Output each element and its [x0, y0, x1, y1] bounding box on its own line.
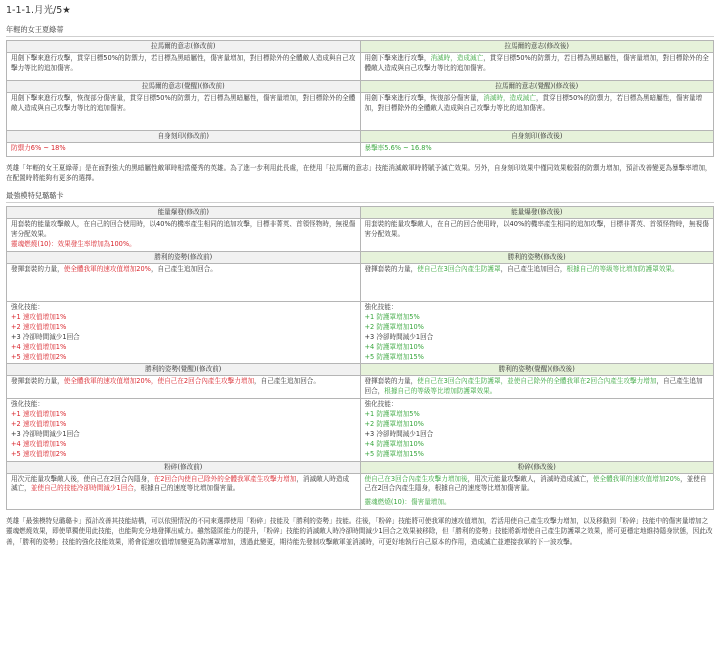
cell-after: 用劍下擊來進行攻擊，恢復部分傷害量，消滅時，造成減亡，貫穿目標50%的防禦力，若目標為黑暗屬性，傷害量增加，對目標除外的全體敵人造成與自己攻擊力等比的追加傷害。: [360, 93, 714, 131]
charlotte-paragraph: 英雄「年輕的女王夏綠蒂」是在面對強大的黑暗屬性敵軍時相當優秀的英雄。為了進一步利用此長處，在使用「拉馬爾的意志」技能消滅敵軍時將賦予滅亡效果。另外，自身刻印效果中僅同效果較弱的防禦力增加，預計改善變更為暴擊率增加，在配置時將能夠有更多的選擇。: [6, 164, 712, 183]
luluca-paragraph: 英雄「最強模特兒璐璐卡」預計改善其技能結構，可以依照情況的不同來選擇使用「粉碎」技能及「勝利的姿勢」技能。往後，「粉碎」技能將可使我軍的速攻值增加，若活用使自己產生攻擊力增加，以及移動到「粉碎」技能中的傷害量增加之靈魂燃燒效果，即使單獨使用此技能，也能夠充分地發揮出威力。雖然隱匿能力的提升，「粉碎」技能的消滅敵人時冷卻時間減少1回合之效果被移除，但「勝利的姿勢」技能將新增使自己產生防護罩之效果，將可更穩定地維持隱身狀態，因此改善，「勝利的姿勢」技能的強化技能效果，將會從速攻值增加變更為防護罩增加，透過此變更，期待能先發制攻擊敵軍並消滅時，可更好地執行自己原本的作用，造成滅亡並連接我軍的下一波攻擊。: [6, 517, 713, 546]
enhance-item: +5 防護罩增加15%: [364, 352, 424, 361]
enhance-item: +5 速攻值增加2%: [11, 352, 67, 361]
cell-after: 發揮套裝的力量，使自己在3回合內產生防護罩，自己產生追加回合，根據自己的等級等比增加防護罩效果。: [360, 264, 714, 302]
enhance-item: +4 速攻值增加1%: [11, 342, 67, 351]
enhance-item: +2 防護罩增加10%: [364, 420, 424, 429]
cell-after: 發揮套裝的力量，使自己在3回合內產生防護罩，並使自己除外的全體我軍在2回合內產生攻擊力增加，自己產生追加回合，根據自己的等級等比增加防護罩效果。: [360, 376, 714, 399]
cell-head: 勝利的姿勢(修改後): [360, 252, 714, 264]
cell-head: 自身刻印(修改前): [7, 131, 361, 143]
enhance-item: +3 冷卻時間減少1回合: [364, 429, 434, 438]
cell-head: 粉碎(修改前): [7, 461, 361, 473]
enhance-item: +1 防護罩增加5%: [364, 410, 420, 419]
enhance-item: +3 冷卻時間減少1回合: [11, 332, 80, 341]
cell-after: 用劍下擊來進行攻擊，消滅時，造成減亡，貫穿目標50%的防禦力，若目標為黑暗屬性，傷害量增加，對目標除外的全體敵人造成與自己攻擊力等比的追加傷害。: [360, 53, 714, 81]
cell-head: 拉馬爾的意志(覺醒)(修改前): [7, 81, 361, 93]
enhance-item: +1 防護罩增加5%: [364, 313, 420, 321]
cell-head: 拉馬爾的意志(覺醒)(修改後): [360, 81, 714, 93]
page-title: 1-1-1.月光/5★: [6, 5, 71, 16]
enhance-item: +4 速攻值增加1%: [11, 439, 67, 448]
cell-before: 發揮套裝的力量，使全體我軍的速攻值增加20%，使自己在2回合內產生攻擊力增加，自己產生追加回合。: [7, 376, 361, 399]
cell-after-enhance: 強化技能： +1 防護罩增加5% +2 防護罩增加10% +3 冷卻時間減少1回合 +4 防護罩增加10% +5 防護罩增加15%: [360, 399, 714, 461]
luluca-comparison-table: [6, 206, 714, 510]
cell-before: 防禦力6% ~ 18%: [7, 143, 361, 157]
enhance-item: +4 防護罩增加10%: [364, 439, 424, 448]
charlotte-comparison-table: [6, 40, 714, 157]
section-title-charlotte: 年輕的女王夏綠蒂: [6, 23, 714, 37]
cell-head: 勝利的姿勢(覺醒)(修改前): [7, 364, 361, 376]
enhance-item: +2 防護罩增加10%: [364, 322, 424, 331]
cell-before: 用劍下擊來進行攻擊，貫穿目標50%的防禦力，若目標為黑暗屬性，傷害量增加，對目標除外的全體敵人造成與自己攻擊力等比的追加傷害。: [7, 53, 361, 81]
cell-head: 拉馬爾的意志(修改前): [7, 41, 361, 53]
cell-head: 勝利的姿勢(覺醒)(修改後): [360, 364, 714, 376]
soulburn-note: 靈魂燃燒(10)：傷害量增加。: [364, 498, 451, 507]
cell-after: 用套裝的能量攻擊敵人，在自己的回合使用時，以40%的機率產生相同的追加攻擊，目標非菁英、首領怪物時，無視傷害分配效果。: [360, 219, 714, 252]
cell-head: 能量爆發(修改前): [7, 207, 361, 219]
cell-after-enhance: 強化技能： +1 防護罩增加5% +2 防護罩增加10% +3 冷卻時間減少1回合 +4 防護罩增加10% +5 防護罩增加15%: [360, 302, 714, 364]
enhance-item: +1 速攻值增加1%: [11, 410, 67, 419]
enhance-item: +5 速攻值增加2%: [11, 449, 67, 458]
enhance-item: +4 防護罩增加10%: [364, 342, 424, 351]
cell-before-enhance: 強化技能： +1 速攻值增加1% +2 速攻值增加1% +3 冷卻時間減少1回合 +4 速攻值增加1% +5 速攻值增加2%: [7, 399, 361, 461]
cell-head: 能量爆發(修改後): [360, 207, 714, 219]
enhance-item: +2 速攻值增加1%: [11, 420, 67, 429]
cell-before: 發揮套裝的力量，使全體我軍的速攻值增加20%，自己產生追加回合。: [7, 264, 361, 302]
cell-before: 用套裝的能量攻擊敵人，在自己的回合使用時，以40%的機率產生相同的追加攻擊，目標非菁英、首領怪物時，無視傷害分配效果。 靈魂燃燒(10)：效果發生率增加為100%。: [7, 219, 361, 252]
section-title-luluca: 最強模特兒璐璐卡: [6, 189, 714, 203]
cell-before: 用劍下擊來進行攻擊，恢復部分傷害量，貫穿目標50%的防禦力，若目標為黑暗屬性，傷害量增加，對目標除外的全體敵人造成與自己攻擊力等比的追加傷害。: [7, 93, 361, 131]
cell-head: 拉馬爾的意志(修改後): [360, 41, 714, 53]
cell-after: 使自己在3回合內產生攻擊力增加後，用次元能量攻擊敵人，消滅時造成滅亡，使全體我軍的速攻值增加20%，並使自己在2回合內產生隱身，根據自己的速度等比增加傷害量。 靈魂燃燒(10)：傷害量增加。: [360, 473, 714, 510]
enhance-item: +3 冷卻時間減少1回合: [11, 429, 80, 438]
cell-head: 勝利的姿勢(修改前): [7, 252, 361, 264]
cell-before: 用次元能量攻擊敵人後，使自己在2回合內隱身，在2回合內使自己除外的全體我軍產生攻擊力增加，消滅敵人時造成滅亡，並使自己的技能冷卻時間減少1回合，根據自己的速度等比增加傷害量。: [7, 473, 361, 510]
enhance-item: +1 速攻值增加1%: [11, 313, 67, 321]
enhance-item: +5 防護罩增加15%: [364, 449, 424, 458]
enhance-item: +2 速攻值增加1%: [11, 322, 67, 331]
cell-after: 暴擊率5.6% ~ 16.8%: [360, 143, 714, 157]
soulburn-note: 靈魂燃燒(10)：效果發生率增加為100%。: [11, 240, 136, 249]
enhance-item: +3 冷卻時間減少1回合: [364, 332, 434, 341]
cell-before-enhance: 強化技能： +1 速攻值增加1% +2 速攻值增加1% +3 冷卻時間減少1回合 +4 速攻值增加1% +5 速攻值增加2%: [7, 302, 361, 364]
cell-head: 自身刻印(修改後): [360, 131, 714, 143]
cell-head: 粉碎(修改後): [360, 461, 714, 473]
